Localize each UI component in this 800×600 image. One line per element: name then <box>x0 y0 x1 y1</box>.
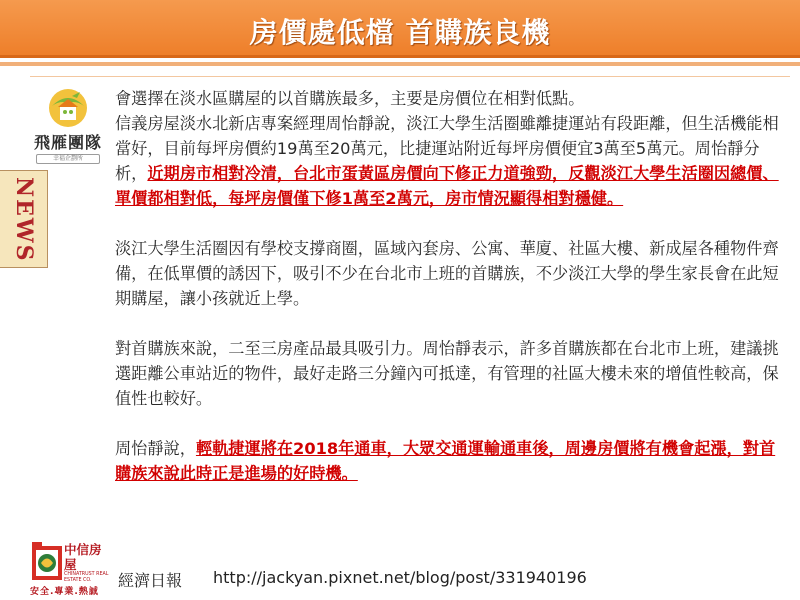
paragraph-2-text: 信義房屋淡水北新店專案經理周怡靜說，淡江大學生活圈雖離捷運站有段距離，但生活機能相當好，目前每坪房價約19萬至20萬元，比捷運站附近每坪房價便宜3萬至5萬元。周怡靜分析， <box>115 114 779 183</box>
house-bird-logo-icon <box>46 86 90 128</box>
article-body <box>115 86 785 511</box>
article-paragraph-1: 會選擇在淡水區購屋的以首購族最多，主要是房價位在相對低點。 <box>115 89 585 108</box>
header-divider <box>0 62 800 66</box>
chung-hsin-name: 中信房屋 <box>64 542 102 572</box>
chung-hsin-slogan: 安全.專業.熱誠 <box>30 587 99 597</box>
chung-hsin-logo <box>30 542 110 598</box>
chung-hsin-english: CHINATRUST REAL ESTATE CO. <box>64 572 109 583</box>
header-banner <box>0 0 800 58</box>
source-url[interactable]: http://jackyan.pixnet.net/blog/post/331940196 <box>213 568 587 587</box>
article-paragraph-3: 淡江大學生活圈因有學校支撐商圈，區域內套房、公寓、華廈、社區大樓、新成屋各種物件齊備，在低單價的誘因下，吸引不少在台北市上班的首購族，不少淡江大學的學生家長會在此短期購屋，讓小孩就近上學。 <box>115 239 779 308</box>
page-title: 房價處低檔 首購族良機 <box>249 16 551 49</box>
body-divider <box>30 76 790 77</box>
news-side-tab <box>0 170 48 268</box>
article-paragraph-4: 對首購族來說，二至三房產品最具吸引力。周怡靜表示，許多首購族都在台北市上班，建議挑選距離公車站近的物件，最好走路三分鐘內可抵達，有管理的社區大樓未來的增值性較高，保值性也較好。 <box>115 339 779 408</box>
paragraph-2-highlight: 近期房市相對冷清，台北市蛋黃區房價向下修正力道強勁，反觀淡江大學生活圈因總價、單價都相對低，每坪房價僅下修1萬至2萬元，房市情況顯得相對穩健。 <box>115 164 779 208</box>
paragraph-5-highlight: 輕軌捷運將在2018年通車，大眾交通運輸通車後，周邊房價將有機會起漲，對首購族來說此時正是進場的好時機。 <box>115 439 776 483</box>
chung-hsin-logo-icon <box>30 542 64 580</box>
news-source: 經濟日報 <box>118 571 183 590</box>
paragraph-5-text: 周怡靜說， <box>115 439 196 458</box>
fei-yen-logo <box>28 86 108 182</box>
news-label: NEWS <box>11 177 37 263</box>
article-paragraph-2 <box>115 111 785 211</box>
fei-yen-name: 飛雁團隊 <box>33 133 102 152</box>
fei-yen-slogan: 幸福企劃所 <box>36 154 100 164</box>
article-paragraph-5 <box>115 436 785 486</box>
